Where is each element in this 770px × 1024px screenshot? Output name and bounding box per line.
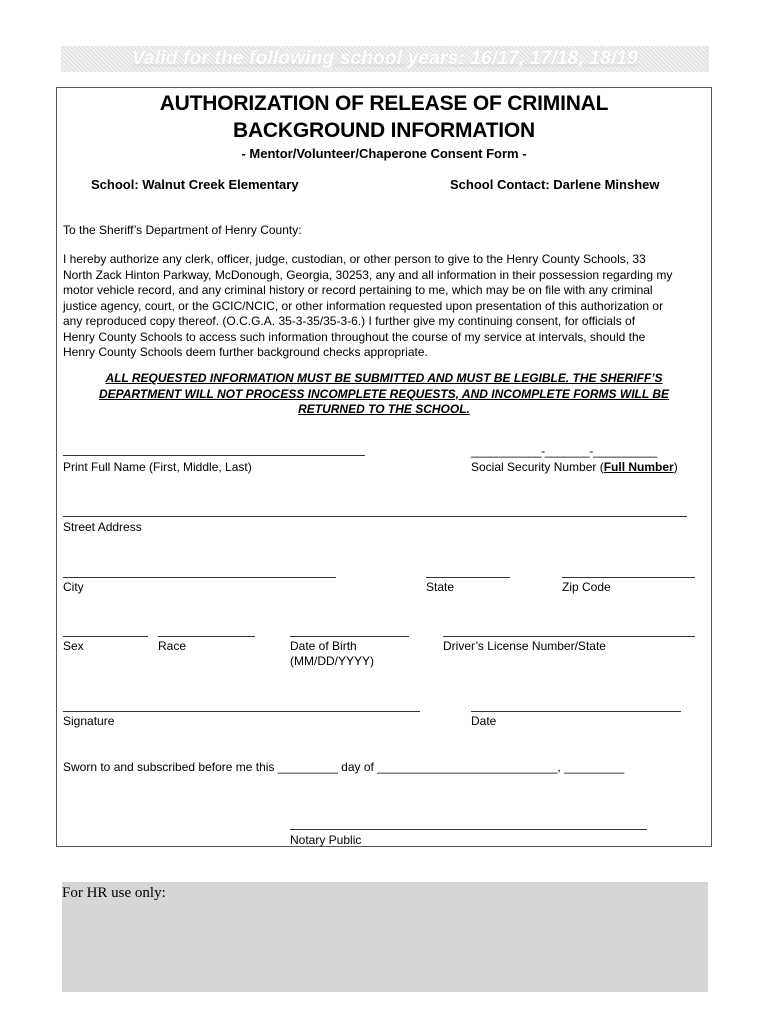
body-line: motor vehicle record, and any criminal history or record pertaining to me, which may be on file with any criminal: [63, 283, 653, 297]
school-years-banner: [61, 46, 709, 72]
state-field[interactable]: [426, 577, 510, 578]
form-subtitle: - Mentor/Volunteer/Chaperone Consent Form -: [241, 146, 527, 161]
state-label: State: [426, 580, 455, 594]
full-name-label: Print Full Name (First, Middle, Last): [63, 460, 252, 474]
signature-label: Signature: [63, 714, 115, 728]
zip-code-label: Zip Code: [562, 580, 611, 594]
sex-label: Sex: [63, 639, 84, 653]
zip-code-field[interactable]: [562, 577, 695, 578]
hr-use-only-label: For HR use only:: [62, 885, 166, 901]
ssn-label-suffix: ): [673, 460, 678, 474]
body-line: I hereby authorize any clerk, officer, judge, custodian, or other person to give to the Henry County Schools, 33: [63, 252, 646, 266]
school-name: School: Walnut Creek Elementary: [91, 177, 299, 192]
ssn-field[interactable]: ___________-_______-__________: [471, 444, 657, 458]
body-line: any reproduced copy thereof. (O.C.G.A. 35-3-35/35-3-6.) I further give my continuing consent, for officials of: [63, 314, 636, 328]
date-of-birth-label: Date of Birth: [290, 639, 357, 653]
salutation: To the Sheriff’s Department of Henry County:: [63, 223, 302, 237]
body-line: North Zack Hinton Parkway, McDonough, Georgia, 30253, any and all information in their possession regarding my: [63, 267, 673, 282]
race-label: Race: [158, 639, 187, 653]
legibility-warning: [70, 371, 698, 418]
sex-field[interactable]: [63, 636, 148, 637]
form-title-line2: BACKGROUND INFORMATION: [232, 119, 536, 142]
ssn-label: [471, 460, 678, 475]
signature-field[interactable]: [63, 711, 420, 712]
body-line: Henry County Schools to access such information throughout the course of my service at intervals, should the: [63, 329, 646, 344]
city-field[interactable]: [63, 577, 336, 578]
drivers-license-label: Driver’s License Number/State: [443, 639, 606, 653]
date-of-birth-field[interactable]: [290, 636, 409, 637]
street-address-label: Street Address: [63, 520, 142, 534]
body-line: Henry County Schools deem further background checks appropriate.: [63, 345, 428, 359]
body-line: justice agency, court, or the GCIC/NCIC, or other information requested upon presentation of this authorization or: [63, 298, 664, 313]
notary-signature-field[interactable]: [290, 829, 647, 830]
street-address-field[interactable]: [63, 516, 687, 517]
warning-line: DEPARTMENT WILL NOT PROCESS INCOMPLETE REQUESTS, AND INCOMPLETE FORMS WILL BE: [98, 386, 670, 401]
school-contact: School Contact: Darlene Minshew: [450, 177, 660, 192]
warning-line: RETURNED TO THE SCHOOL.: [298, 402, 470, 416]
sworn-statement: Sworn to and subscribed before me this _________ day of ___________________________, _________: [63, 760, 625, 774]
drivers-license-field[interactable]: [443, 636, 695, 637]
notary-public-label: Notary Public: [290, 833, 362, 847]
form-title-line1: AUTHORIZATION OF RELEASE OF CRIMINAL: [159, 92, 609, 115]
ssn-label-prefix: Social Security Number (: [471, 460, 604, 474]
city-label: City: [63, 580, 84, 594]
race-field[interactable]: [158, 636, 255, 637]
date-of-birth-format: (MM/DD/YYYY): [290, 654, 374, 668]
full-name-field[interactable]: [63, 455, 365, 456]
school-years-text: Valid for the following school years: 16/17, 17/18, 18/19: [132, 48, 638, 69]
ssn-full-number-emphasis: Full Number: [603, 460, 674, 474]
authorization-paragraph: [63, 252, 672, 361]
date-field[interactable]: [471, 711, 681, 712]
warning-line: ALL REQUESTED INFORMATION MUST BE SUBMITTED AND MUST BE LEGIBLE. THE SHERIFF’S: [105, 371, 663, 385]
date-label: Date: [471, 714, 497, 728]
